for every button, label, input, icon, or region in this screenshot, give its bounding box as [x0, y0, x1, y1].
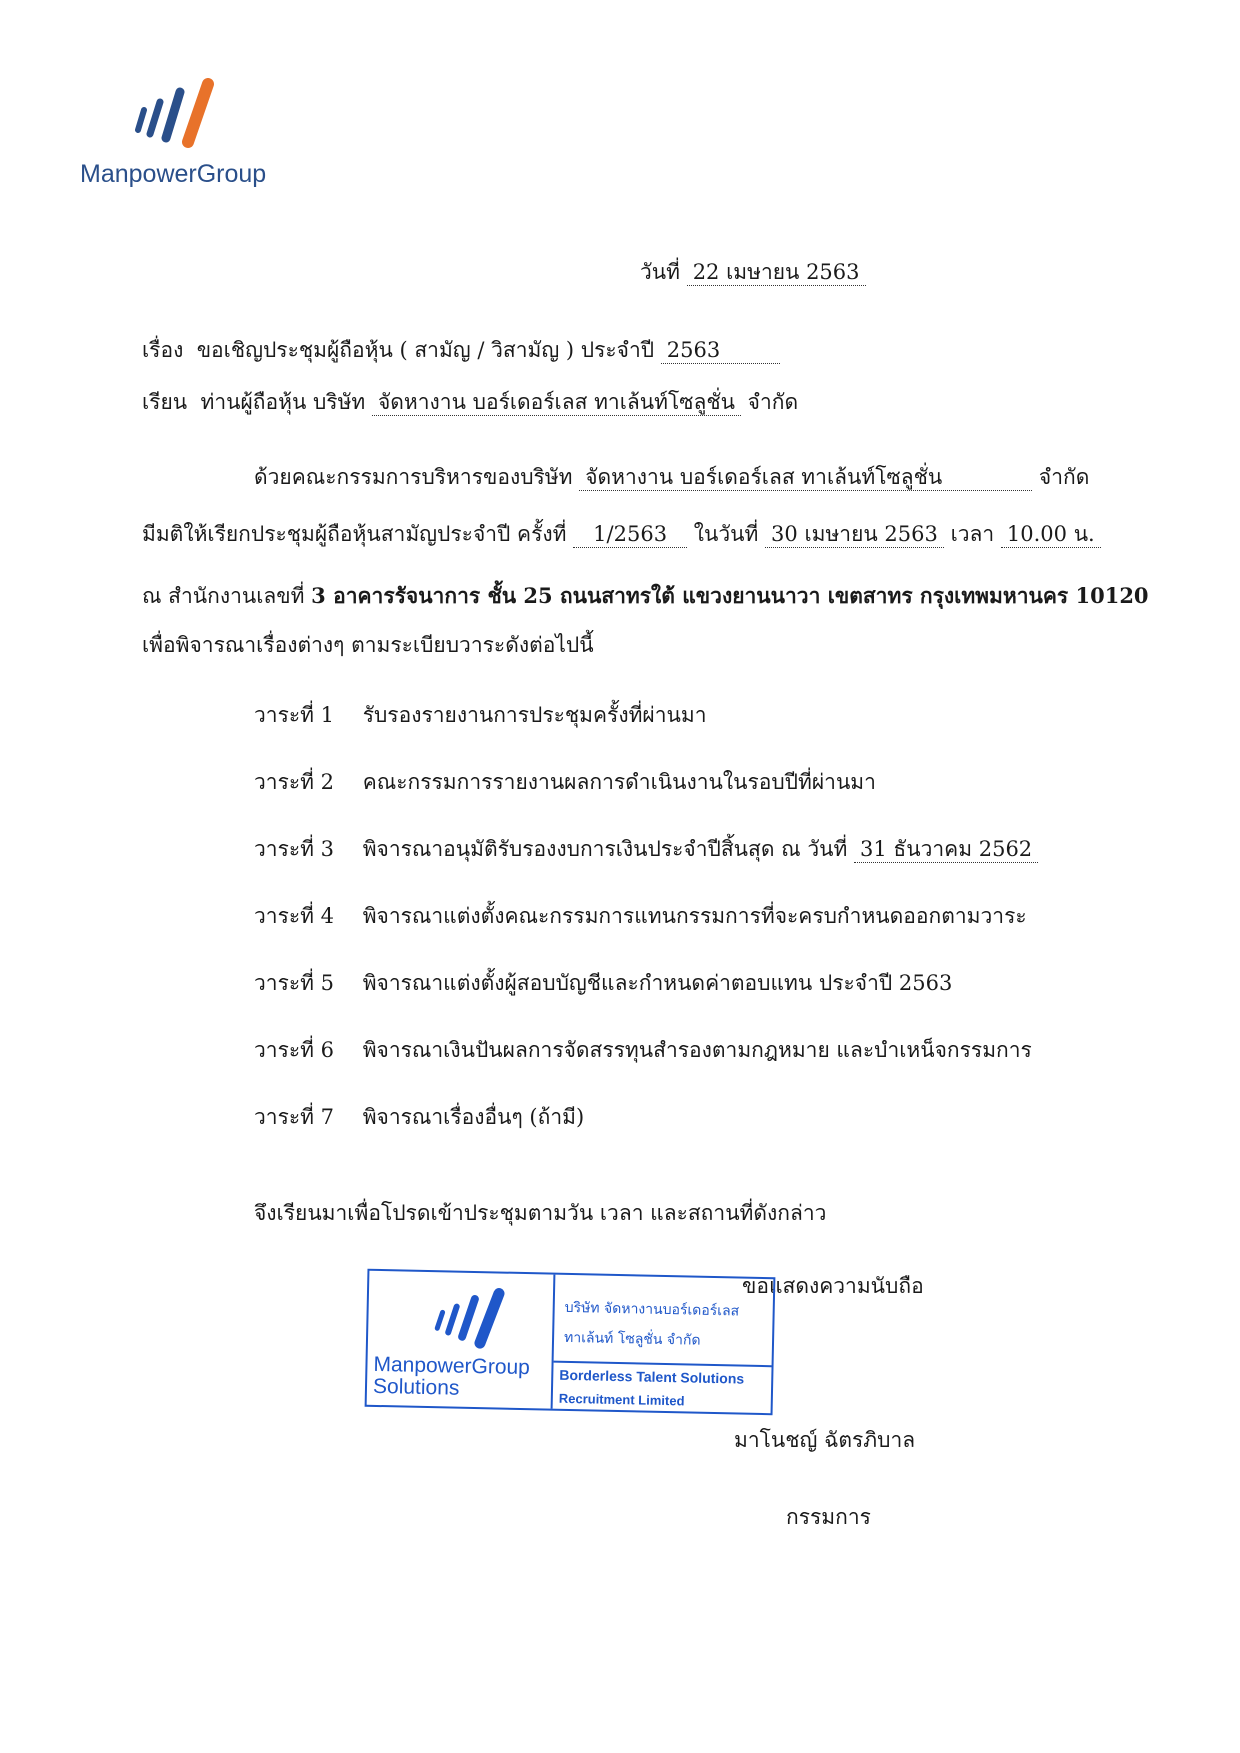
signatory-title: กรรมการ — [786, 1505, 871, 1529]
meeting-time: 10.00 น. — [1001, 524, 1101, 548]
company-stamp — [365, 1269, 776, 1416]
closing-text: จึงเรียนมาเพื่อโปรดเข้าประชุมตามวัน เวลา และสถานที่ดังกล่าว — [254, 1201, 827, 1225]
letterhead-logo — [80, 78, 300, 190]
meeting-number: 1/2563 — [573, 524, 687, 548]
stamp-eng-line1: Borderless Talent Solutions — [559, 1366, 745, 1387]
agenda-date: 31 ธันวาคม 2562 — [854, 839, 1038, 863]
subject-text: ขอเชิญประชุมผู้ถือหุ้น ( สามัญ / วิสามัญ ) ประจำปี — [196, 338, 655, 362]
letterhead-logo-text: ManpowerGroup — [80, 160, 267, 188]
signatory-name: มาโนชญ์ ฉัตรภิบาล — [734, 1428, 916, 1452]
stamp-divider — [551, 1275, 556, 1409]
agenda-text: คณะกรรมการรายงานผลการดำเนินงานในรอบปีที่ผ่านมา — [362, 770, 876, 794]
agenda-item — [254, 1040, 1032, 1061]
agenda-label: วาระที่ 6 — [254, 1038, 335, 1062]
stamp-manpower-stripes-icon — [422, 1286, 533, 1350]
subject-label: เรื่อง — [142, 338, 184, 362]
date-label: วันที่ — [640, 260, 680, 284]
agenda-text: พิจารณาแต่งตั้งคณะกรรมการแทนกรรมการที่จะครบกำหนดออกตามวาระ — [362, 904, 1027, 928]
agenda-item — [254, 839, 1038, 863]
date-value: 22 เมษายน 2563 — [687, 262, 866, 286]
agenda-text: พิจารณาอนุมัติรับรองงบการเงินประจำปีสิ้นสุด ณ วันที่ — [362, 837, 848, 861]
intro-line2-prefix: มีมติให้เรียกประชุมผู้ถือหุ้นสามัญประจำปี ครั้งที่ — [142, 522, 567, 546]
agenda-item — [254, 705, 707, 726]
stamp-thai-line1: บริษัท จัดหางานบอร์เดอร์เลส — [564, 1299, 740, 1320]
recipient-suffix: จำกัด — [747, 390, 799, 414]
agenda-label: วาระที่ 1 — [254, 703, 335, 727]
agenda-text: รับรองรายงานการประชุมครั้งที่ผ่านมา — [362, 703, 707, 727]
recipient-label: เรียน — [142, 390, 188, 414]
intro-line-4: เพื่อพิจารณาเรื่องต่างๆ ตามระเบียบวาระดังต่อไปนี้ — [142, 633, 594, 657]
intro-company: จัดหางาน บอร์เดอร์เลส ทาเล้นท์โซลูชั่น — [579, 467, 1032, 491]
subject-line — [142, 340, 780, 364]
location-prefix: ณ สำนักงานเลขที่ — [142, 584, 305, 608]
stamp-eng-line2: Recruitment Limited — [558, 1390, 685, 1409]
stamp-logo-line2: Solutions — [372, 1374, 460, 1400]
intro-line-1 — [254, 467, 1089, 491]
agenda-label: วาระที่ 5 — [254, 971, 335, 995]
recipient-company: จัดหางาน บอร์เดอร์เลส ทาเล้นท์โซลูชั่น — [372, 392, 741, 416]
meeting-date: 30 เมษายน 2563 — [765, 524, 944, 548]
time-label: เวลา — [950, 522, 995, 546]
intro-suffix: จำกัด — [1038, 465, 1090, 489]
recipient-text: ท่านผู้ถือหุ้น บริษัท — [200, 390, 366, 414]
agenda-label: วาระที่ 7 — [254, 1105, 335, 1129]
agenda-label: วาระที่ 2 — [254, 770, 335, 794]
agenda-label: วาระที่ 4 — [254, 904, 335, 928]
subject-year: 2563 — [661, 340, 780, 364]
stamp-hline — [554, 1361, 772, 1368]
agenda-text: พิจารณาเงินปันผลการจัดสรรทุนสำรองตามกฎหมาย และบำเหน็จกรรมการ — [362, 1038, 1032, 1062]
intro-line-2 — [142, 524, 1101, 548]
manpower-stripes-icon — [80, 78, 300, 153]
agenda-item — [254, 906, 1027, 927]
intro-prefix: ด้วยคณะกรรมการบริหารของบริษัท — [254, 465, 573, 489]
agenda-label: วาระที่ 3 — [254, 837, 335, 861]
on-date-label: ในวันที่ — [693, 522, 759, 546]
stamp-logo-line1: ManpowerGroup — [373, 1352, 531, 1380]
letter-date — [640, 262, 866, 286]
agenda-text: พิจารณาเรื่องอื่นๆ (ถ้ามี) — [362, 1105, 585, 1129]
stamp-thai-line2: ทาเล้นท์ โซลูชั่น จำกัด — [563, 1329, 701, 1349]
agenda-item — [254, 772, 876, 793]
regards-text: ขอแสดงความนับถือ — [742, 1274, 924, 1298]
recipient-line — [142, 392, 798, 416]
agenda-item — [254, 1107, 584, 1128]
location-text: 3 อาคารรัจนาการ ชั้น 25 ถนนสาทรใต้ แขวงยานนาวา เขตสาทร กรุงเทพมหานคร 10120 — [311, 583, 1149, 608]
agenda-text: พิจารณาแต่งตั้งผู้สอบบัญชีและกำหนดค่าตอบแทน ประจำปี 2563 — [362, 971, 953, 995]
intro-line-3 — [142, 585, 1149, 607]
agenda-item — [254, 973, 952, 994]
